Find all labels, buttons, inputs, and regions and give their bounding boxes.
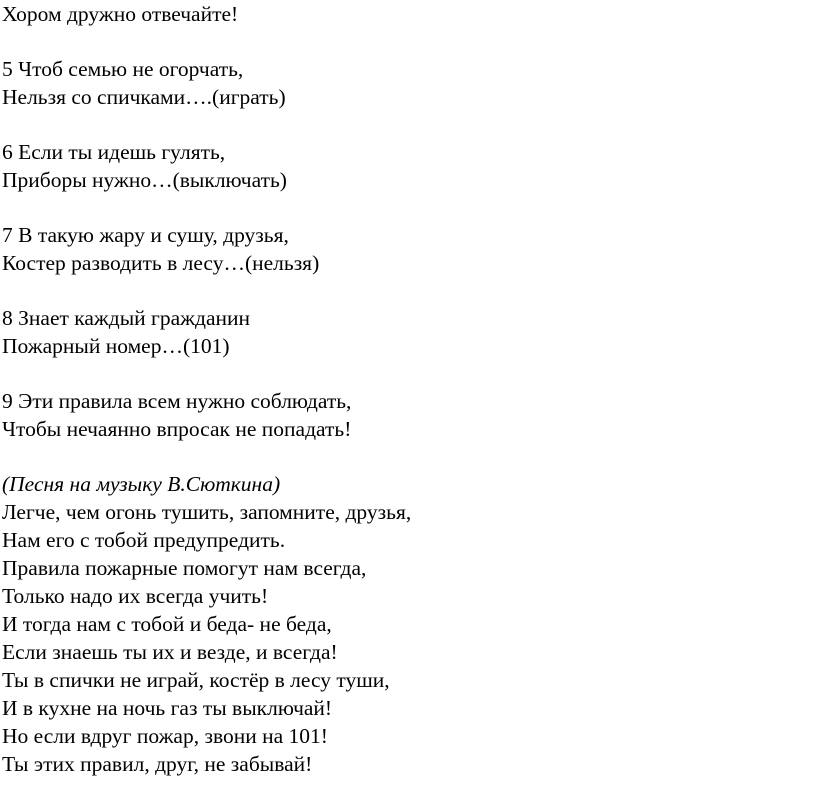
riddle-block bbox=[2, 138, 812, 194]
paragraph-gap bbox=[2, 28, 812, 55]
riddle-question: 9 Эти правила всем нужно соблюдать, bbox=[2, 389, 352, 413]
song-line: Легче, чем огонь тушить, запомните, друзья, bbox=[2, 500, 412, 524]
riddle-question: 6 Если ты идешь гулять, bbox=[2, 140, 226, 164]
paragraph-gap bbox=[2, 194, 812, 221]
song-block bbox=[2, 470, 812, 778]
song-line: Ты этих правил, друг, не забывай! bbox=[2, 752, 313, 776]
paragraph-gap bbox=[2, 277, 812, 304]
riddle-block bbox=[2, 55, 812, 111]
song-line: Правила пожарные помогут нам всегда, bbox=[2, 556, 367, 580]
document-page bbox=[2, 0, 812, 778]
intro-line: Хором дружно отвечайте! bbox=[2, 2, 239, 26]
paragraph-gap bbox=[2, 443, 812, 470]
song-line: Но если вдруг пожар, звони на 101! bbox=[2, 724, 328, 748]
song-line: Только надо их всегда учить! bbox=[2, 584, 269, 608]
song-line: Если знаешь ты их и везде, и всегда! bbox=[2, 640, 338, 664]
riddle-question: 7 В такую жару и сушу, друзья, bbox=[2, 223, 289, 247]
riddle-block bbox=[2, 387, 812, 443]
riddle-answer: Чтобы нечаянно впросак не попадать! bbox=[2, 417, 352, 441]
song-line: И в кухне на ночь газ ты выключай! bbox=[2, 696, 333, 720]
paragraph-gap bbox=[2, 360, 812, 387]
riddle-answer: Пожарный номер…(101) bbox=[2, 334, 230, 358]
riddle-block bbox=[2, 304, 812, 360]
song-line: Ты в спички не играй, костёр в лесу туши, bbox=[2, 668, 390, 692]
riddle-question: 8 Знает каждый гражданин bbox=[2, 306, 251, 330]
paragraph-gap bbox=[2, 111, 812, 138]
riddle-answer: Приборы нужно…(выключать) bbox=[2, 168, 287, 192]
song-line: Нам его с тобой предупредить. bbox=[2, 528, 286, 552]
riddle-answer: Нельзя со спичками….(играть) bbox=[2, 85, 286, 109]
riddle-question: 5 Чтоб семью не огорчать, bbox=[2, 57, 244, 81]
song-line: И тогда нам с тобой и беда- не беда, bbox=[2, 612, 332, 636]
riddle-block bbox=[2, 221, 812, 277]
song-title: (Песня на музыку В.Сюткина) bbox=[2, 472, 281, 496]
riddle-answer: Костер разводить в лесу…(нельзя) bbox=[2, 251, 320, 275]
